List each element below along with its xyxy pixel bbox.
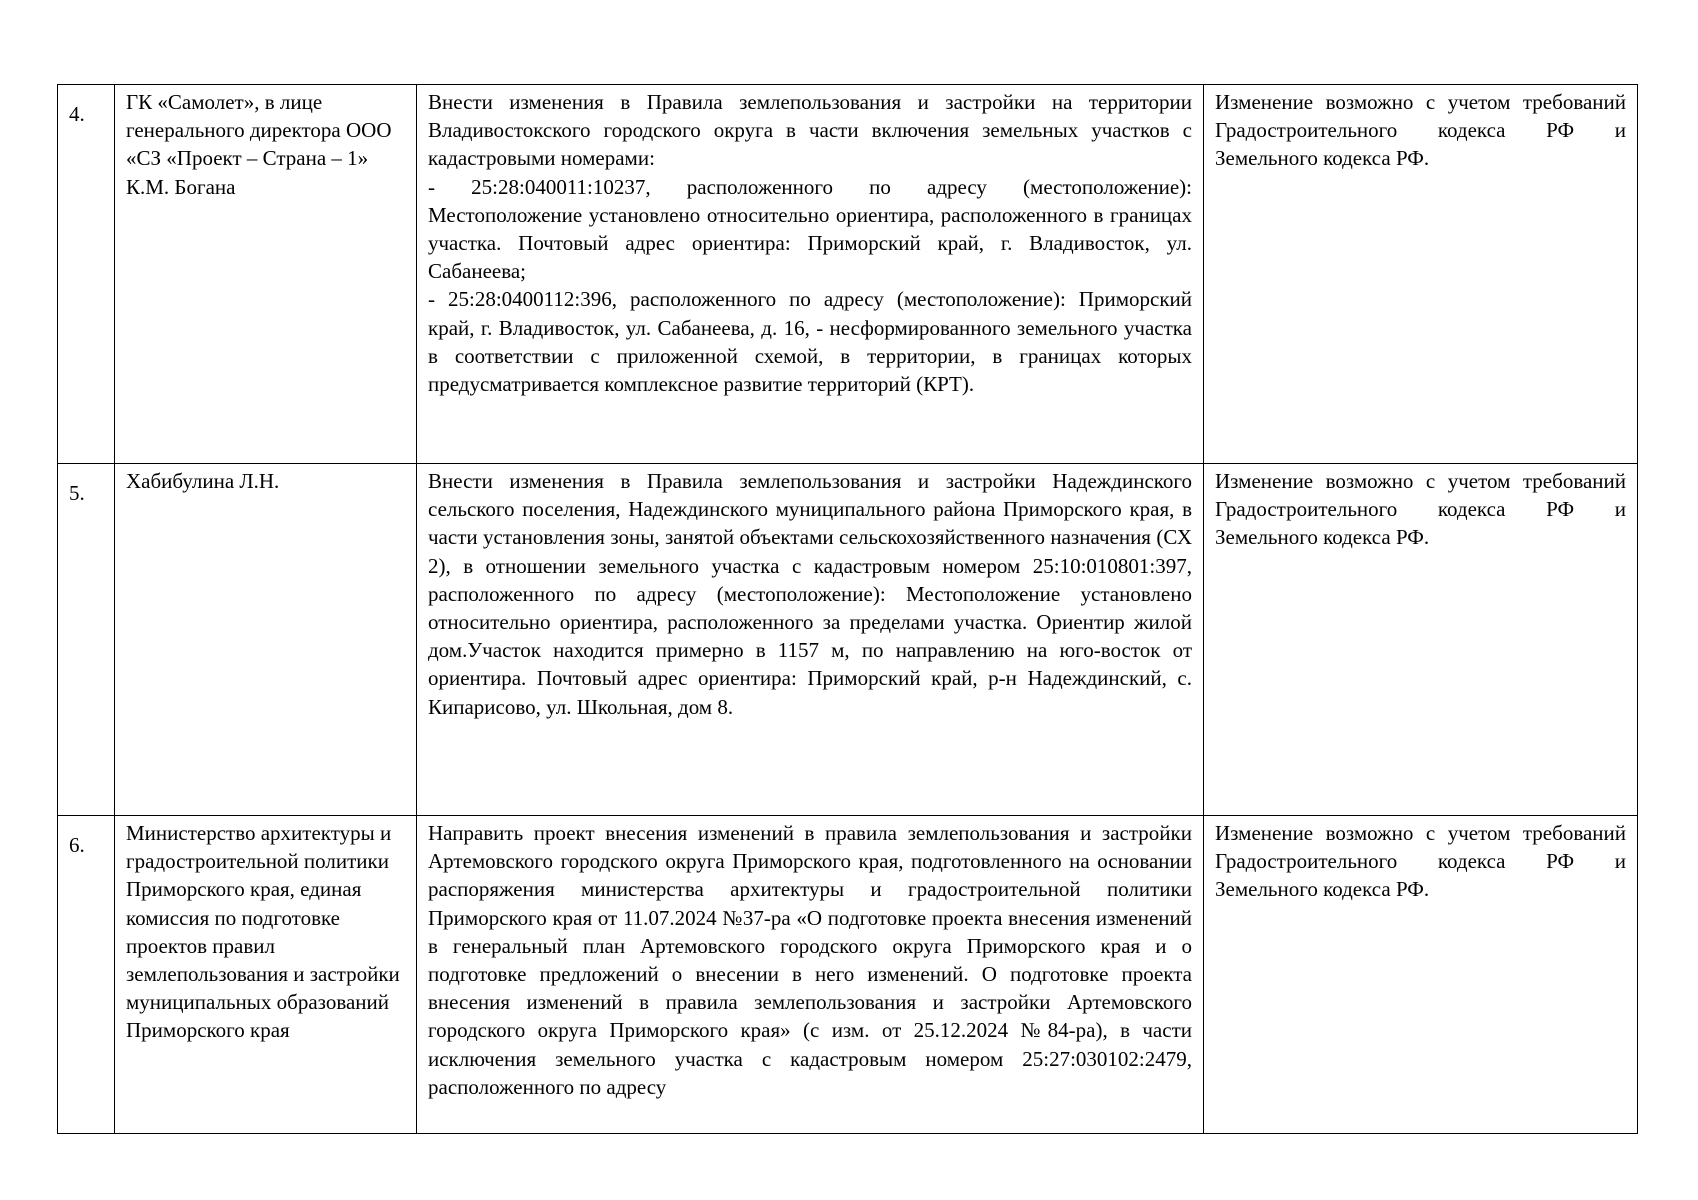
row-number: 4. — [58, 85, 115, 464]
proposal-cell — [417, 816, 1204, 1134]
proposal-paragraph: - 25:28:0400112:396, расположенного по адресу (местоположение): Приморский край, г. Владивосток, ул. Сабанеева, д. 16, - несформированного земельного участка в соответствии с приложенной схемой, в территории, в границах которых предусматривается комплексное развитие территорий (КРТ). — [428, 287, 1192, 397]
table-row — [58, 85, 1638, 464]
proposal-cell — [417, 464, 1204, 816]
proposals-table — [57, 84, 1638, 1134]
applicant-text: Министерство архитектуры и градостроительной политики Приморского края, единая комиссия по подготовке проектов правил землепользования и застройки муниципальных образований Приморского края — [126, 821, 400, 1043]
row-number: 6. — [58, 816, 115, 1134]
row-number: 5. — [58, 464, 115, 816]
applicant-cell: ГК «Самолет», в лице генерального директора ООО «СЗ «Проект – Страна – 1» К.М. Богана — [115, 85, 417, 464]
applicant-cell — [115, 816, 417, 1134]
proposal-paragraph: Внести изменения в Правила землепользования и застройки на территории Владивостокского городского округа в части включения земельных участков с кадастровыми номерами: — [428, 90, 1192, 171]
proposal-paragraph: Направить проект внесения изменений в правила землепользования и застройки Артемовского городского округа Приморского края, подготовленного на основании распоряжения министерства архитектуры и градостроительной политики Приморского края от 11.07.2024 №37-ра «О подготовке проекта внесения изменений в генеральный план Артемовского городского округа Приморского края и о подготовке предложений о внесении в него изменений. О подготовке проекта внесения изменений в правила землепользования и застройки Артемовского городского округа Приморского края» (с изм. от 25.12.2024 №84-ра), в части исключения земельного участка с кадастровым номером 25:27:030102:2479, расположенного по адресу — [428, 821, 1192, 1099]
table-row — [58, 816, 1638, 1134]
proposal-clip — [428, 819, 1192, 1107]
proposal-paragraph: Внести изменения в Правила землепользования и застройки Надеждинского сельского поселения, Надеждинского муниципального района Приморского края, в части установления зоны, занятой объектами сельскохозяйственного назначения (СХ 2), в отношении земельного участка с кадастровым номером 25:10:010801:397, расположенного по адресу (местоположение): Местоположение установлено относительно ориентира, расположенного за пределами участка. Ориентир жилой дом.Участок находится примерно в 1157 м, по направлению на юго-восток от ориентира. Почтовый адрес ориентира: Приморский край, р-н Надеждинский, с. Кипарисово, ул. Школьная, дом 8. — [428, 469, 1192, 719]
decision-cell — [1204, 816, 1638, 1134]
decision-text: Изменение возможно с учетом требований Градостроительного кодекса РФ и Земельного кодекса РФ. — [1215, 90, 1626, 171]
decision-text: Изменение возможно с учетом требований Градостроительного кодекса РФ и Земельного кодекса РФ. — [1215, 821, 1626, 902]
proposal-paragraph: - 25:28:040011:10237, расположенного по адресу (местоположение): Местоположение установлено относительно ориентира, расположенного в границах участка. Почтовый адрес ориентира: Приморский край, г. Владивосток, ул. Сабанеева; — [428, 174, 1192, 284]
decision-cell — [1204, 464, 1638, 816]
proposal-cell — [417, 85, 1204, 464]
decision-cell — [1204, 85, 1638, 464]
applicant-cell: Хабибулина Л.Н. — [115, 464, 417, 816]
table-row — [58, 464, 1638, 816]
decision-text: Изменение возможно с учетом требований Градостроительного кодекса РФ и Земельного кодекса РФ. — [1215, 469, 1626, 550]
